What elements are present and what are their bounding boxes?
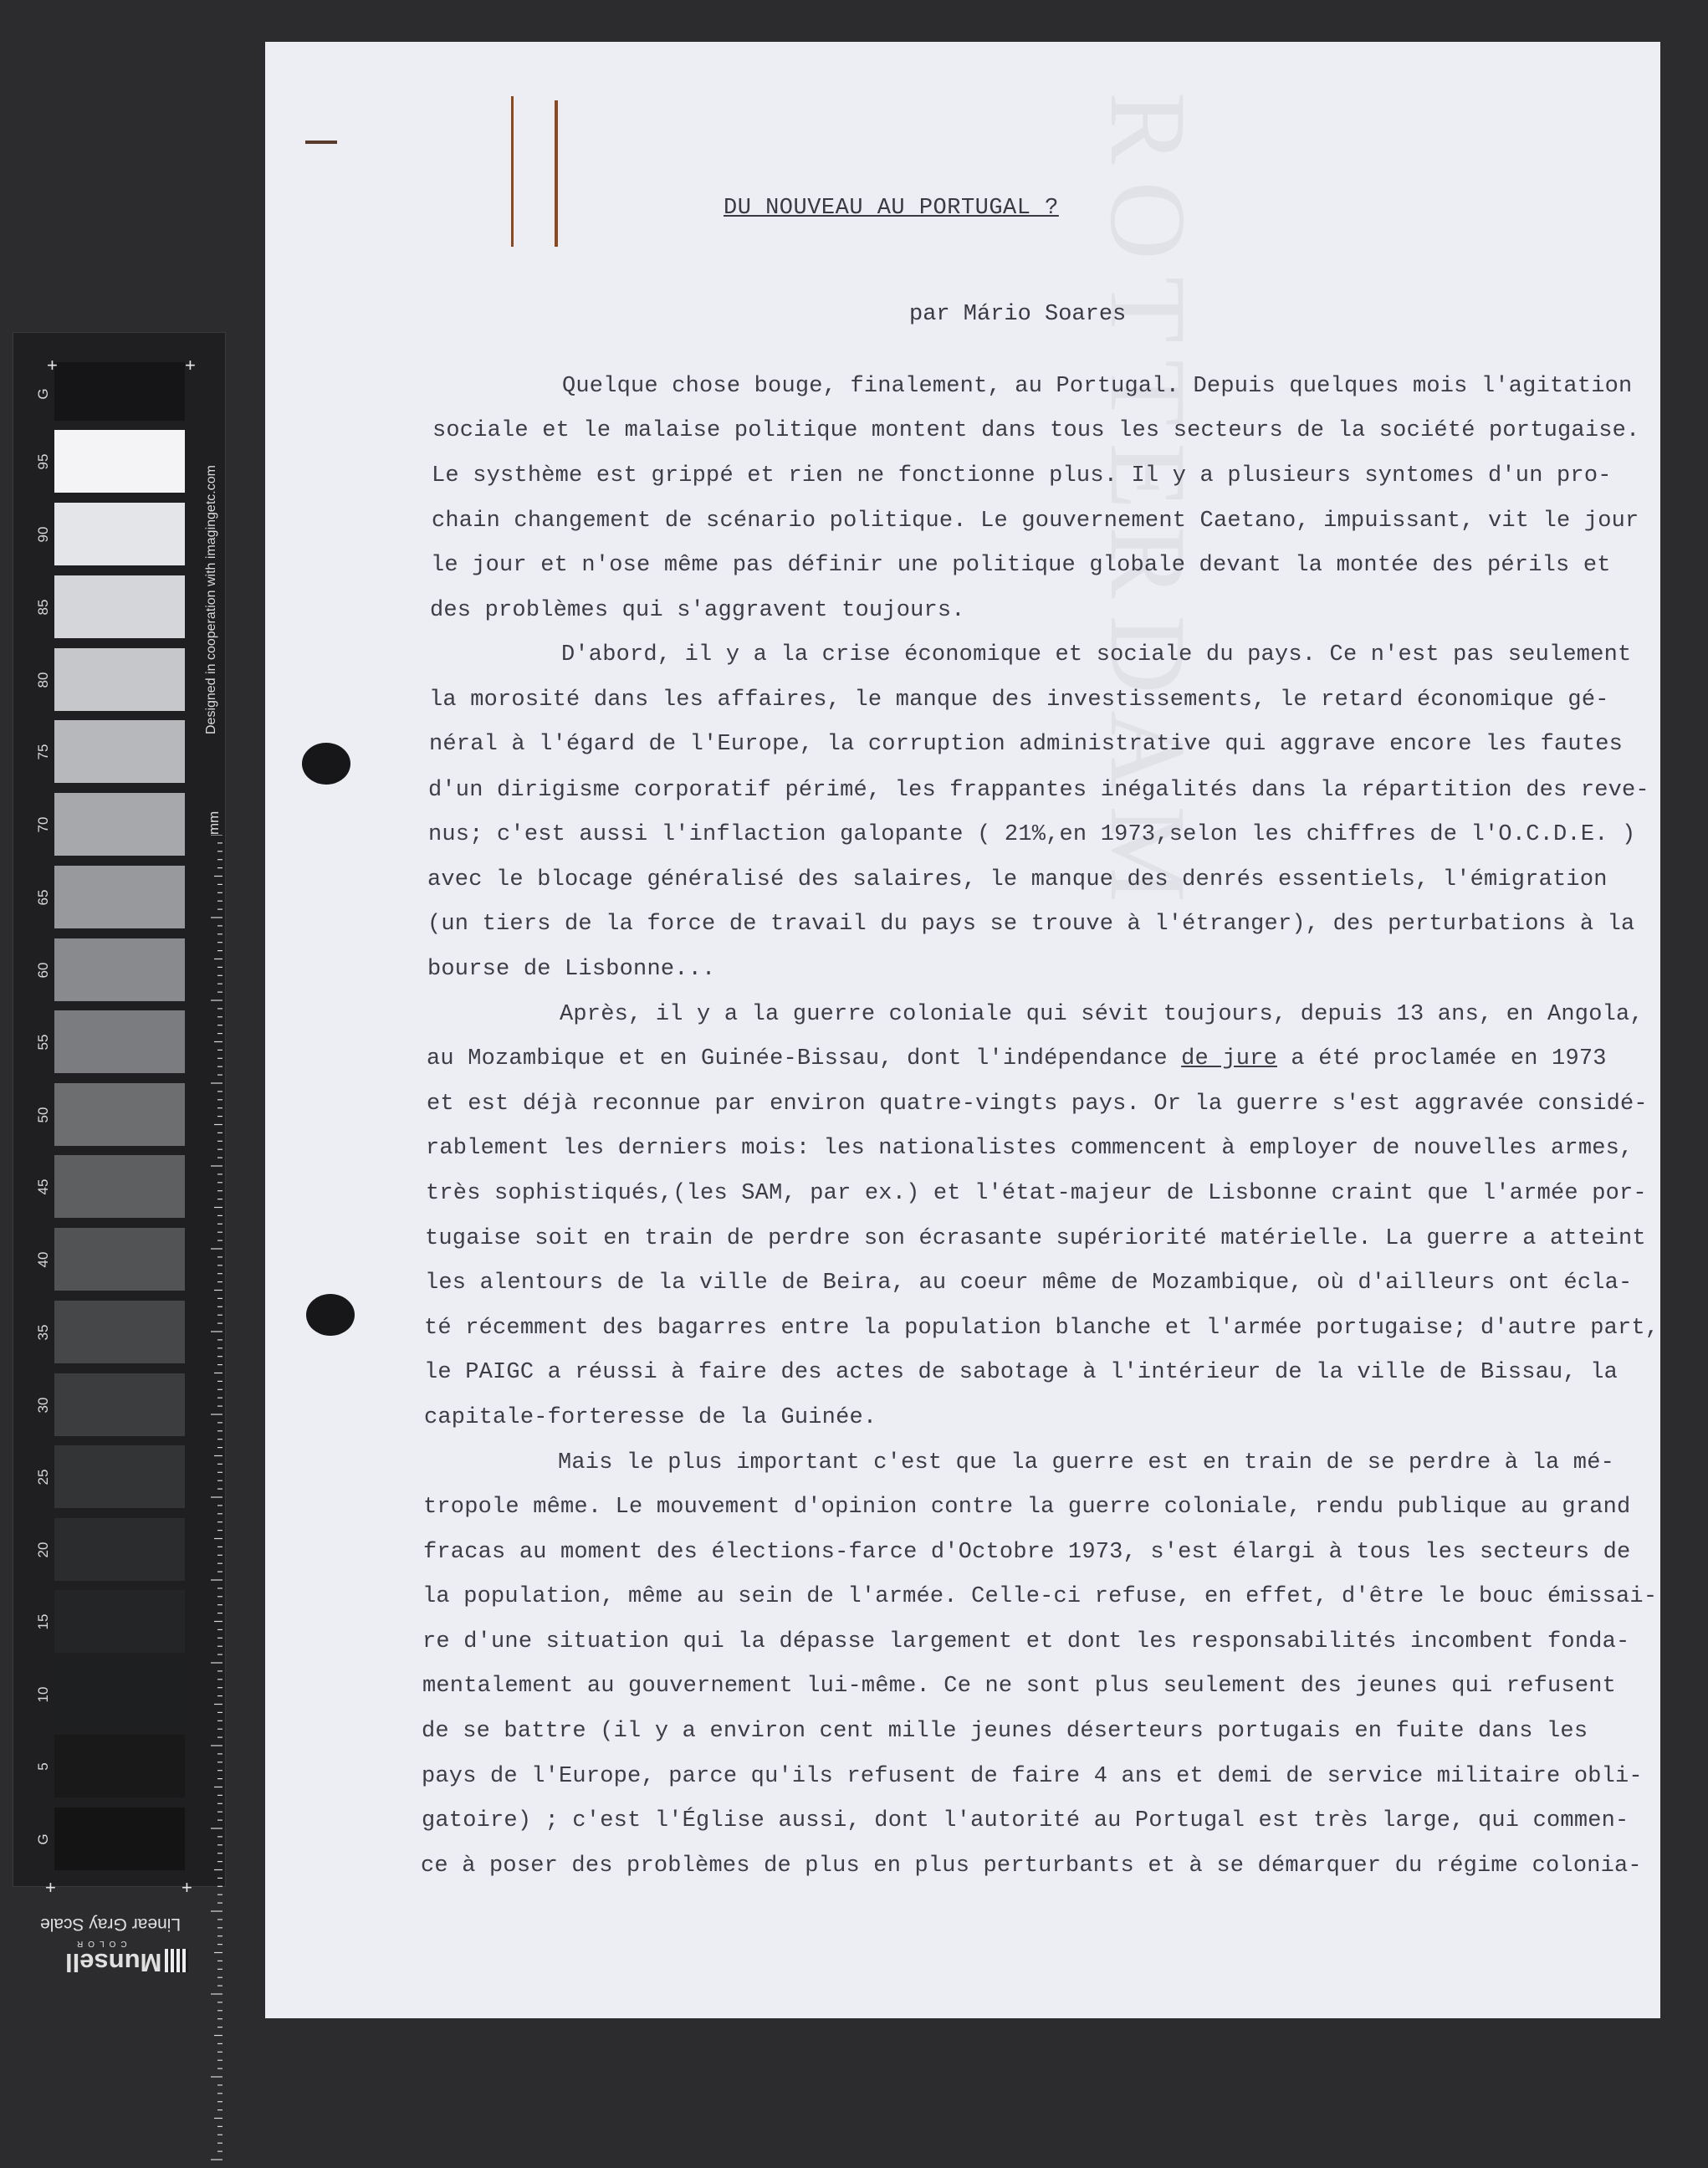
text-segment: la morosité dans les affaires, le manque des investissements, le retard économique gé-	[429, 688, 1609, 713]
text-line	[428, 778, 1649, 803]
gray-patch-label: 35	[35, 1324, 51, 1341]
rust-mark	[511, 96, 514, 247]
text-segment: ce à poser des problèmes de plus en plus perturbants et à se démarquer du régime colonia-	[421, 1854, 1642, 1879]
text-segment: a été proclamée en 1973	[1276, 1046, 1607, 1071]
typed-page	[265, 42, 1660, 2018]
text-segment: avec le blocage généralisé des salaires, le manque des denrés essentiels, l'émigration	[427, 867, 1608, 892]
gray-patch	[54, 1228, 185, 1291]
text-segment: au Mozambique et en Guinée-Bissau, dont l'indépendance	[427, 1046, 1182, 1071]
text-segment: sociale et le malaise politique montent dans tous les secteurs de la société portugaise.	[432, 418, 1640, 443]
gray-patch-label: 25	[35, 1469, 51, 1485]
gray-patch-label: G	[35, 1833, 51, 1845]
text-line	[424, 1360, 1618, 1385]
text-line	[432, 418, 1639, 443]
text-line	[424, 1405, 877, 1430]
text-segment: de se battre (il y a environ cent mille jeunes déserteurs portugais en fuite dans les	[422, 1719, 1588, 1744]
text-line	[427, 867, 1608, 892]
gray-patch	[54, 1590, 185, 1653]
text-segment: des problèmes qui s'aggravent toujours.	[430, 598, 965, 623]
gray-patch-label: G	[35, 388, 51, 400]
text-line	[424, 1316, 1659, 1341]
text-line	[427, 1092, 1648, 1117]
munsell-logo-icon	[165, 1949, 188, 1972]
gray-patch	[54, 1010, 185, 1073]
text-segment: Après, il y a la guerre coloniale qui sévit toujours, depuis 13 ans, en Angola,	[560, 1002, 1644, 1027]
gray-patch-label: 85	[35, 599, 51, 616]
text-segment: gatoire) ; c'est l'Église aussi, dont l'autorité au Portugal est très large, qui commen-	[422, 1808, 1629, 1833]
gray-patch-label: 80	[35, 672, 51, 688]
text-segment: capitale-forteresse de la Guinée.	[424, 1405, 877, 1430]
gray-patch	[54, 720, 185, 783]
rust-mark	[555, 100, 558, 247]
text-line	[429, 732, 1623, 757]
gray-patch-label: 70	[35, 816, 51, 833]
text-line	[422, 1719, 1588, 1744]
gray-patch-label: 95	[35, 453, 51, 470]
gray-patch	[54, 1373, 185, 1436]
mm-ruler	[211, 835, 222, 2168]
gray-patch	[54, 1445, 185, 1508]
text-segment: rablement les derniers mois: les nationalistes commencent à employer de nouvelles armes,	[426, 1136, 1634, 1161]
text-line	[432, 463, 1612, 488]
text-segment: tugaise soit en train de perdre son écrasante supériorité matérielle. La guerre a atteint	[425, 1226, 1646, 1251]
plus-mark: +	[185, 355, 196, 376]
bleed-through-text: ROTTERDAM	[1087, 92, 1208, 919]
text-line	[562, 374, 1632, 399]
text-line	[423, 1540, 1630, 1565]
gray-patch	[54, 575, 185, 638]
scale-unit: mm	[206, 810, 222, 835]
plus-mark: +	[45, 1877, 56, 1898]
scale-credit: Designed in cooperation with imagingetc.com	[204, 465, 218, 734]
text-segment: re d'une situation qui la dépasse largement et dont les responsabilités incombent fonda-	[422, 1629, 1630, 1654]
text-line	[431, 553, 1611, 578]
text-line	[560, 1002, 1644, 1027]
munsell-logo-text: Munsell	[65, 1948, 162, 1977]
gray-scale-card	[13, 332, 226, 1977]
text-segment: le PAIGC a réussi à faire des actes de sabotage à l'intérieur de la ville de Bissau, la	[424, 1360, 1619, 1385]
gray-patch	[54, 793, 185, 856]
gray-patch	[54, 1083, 185, 1146]
document-author: par Mário Soares	[909, 302, 1127, 327]
gray-patch	[54, 503, 185, 565]
gray-patch	[54, 648, 185, 711]
text-segment: tropole même. Le mouvement d'opinion contre la guerre coloniale, rendu publique au grand	[423, 1495, 1631, 1520]
text-line	[422, 1808, 1629, 1833]
plus-mark: +	[47, 355, 58, 376]
text-line	[426, 1136, 1633, 1161]
text-segment: d'un dirigisme corporatif périmé, les frappantes inégalités dans la répartition des reve-	[428, 778, 1649, 803]
gray-patch-label: 65	[35, 889, 51, 906]
text-segment: mentalement au gouvernement lui-même. Ce ne sont plus seulement des jeunes qui refusent	[422, 1674, 1617, 1699]
text-line	[558, 1450, 1614, 1475]
text-segment: Quelque chose bouge, finalement, au Portugal. Depuis quelques mois l'agitation	[562, 374, 1633, 399]
gray-patch-label: 30	[35, 1397, 51, 1414]
plus-mark: +	[182, 1877, 192, 1898]
text-segment: té récemment des bagarres entre la population blanche et l'armée portugaise; d'autre part,	[424, 1316, 1659, 1341]
gray-patch	[54, 866, 185, 928]
gray-patch	[54, 1663, 185, 1726]
gray-patch	[54, 1155, 185, 1218]
gray-patch-label: 45	[35, 1179, 51, 1195]
text-segment: Le systhème est grippé et rien ne fonctionne plus. Il y a plusieurs syntomes d'un pro-	[432, 463, 1612, 488]
text-segment: Mais le plus important c'est que la guerre est en train de se perdre à la mé-	[558, 1450, 1615, 1475]
gray-patch-label: 20	[35, 1542, 51, 1558]
text-line	[425, 1226, 1646, 1251]
text-segment: et est déjà reconnue par environ quatre-vingts pays. Or la guerre s'est aggravée considé-	[427, 1092, 1648, 1117]
gray-patch-label: 10	[35, 1686, 51, 1703]
gray-patch-label: 75	[35, 744, 51, 760]
text-line	[561, 642, 1631, 667]
gray-patch	[54, 938, 185, 1001]
text-line	[422, 1629, 1629, 1654]
text-segment: D'abord, il y a la crise économique et sociale du pays. Ce n'est pas seulement	[561, 642, 1632, 667]
emphasis-underline: de jure	[1181, 1046, 1277, 1071]
text-line	[422, 1764, 1643, 1789]
text-line	[421, 1854, 1642, 1879]
text-segment: fracas au moment des élections-farce d'Octobre 1973, s'est élargi à tous les secteurs de	[423, 1540, 1631, 1565]
text-segment: nus; c'est aussi l'inflaction galopante ( 21%,en 1973,selon les chiffres de l'O.C.D.E. )	[428, 822, 1636, 847]
gray-patch-label: 40	[35, 1251, 51, 1268]
punch-hole	[306, 1294, 355, 1336]
text-segment: chain changement de scénario politique. Le gouvernement Caetano, impuissant, vit le jour	[432, 509, 1639, 534]
text-line	[423, 1495, 1630, 1520]
gray-patch	[54, 362, 185, 421]
gray-patch-label: 5	[35, 1762, 51, 1771]
gray-patch	[54, 1735, 185, 1797]
text-line	[422, 1584, 1657, 1609]
gray-patch-label: 90	[35, 526, 51, 543]
scale-name: Linear Gray Scale	[40, 1915, 182, 1934]
gray-patch	[54, 1518, 185, 1581]
text-segment: très sophistiqués,(les SAM, par ex.) et l'état-majeur de Lisbonne craint que l'armée por-	[426, 1181, 1647, 1206]
text-line	[425, 1271, 1632, 1296]
punch-hole	[302, 743, 350, 785]
text-line	[429, 688, 1609, 713]
text-line	[427, 912, 1634, 937]
gray-patch-label: 60	[35, 962, 51, 979]
document-title: DU NOUVEAU AU PORTUGAL ?	[724, 196, 1059, 221]
text-segment: bourse de Lisbonne...	[427, 957, 716, 982]
text-line	[427, 957, 715, 982]
pen-mark	[305, 141, 337, 144]
gray-patch-label: 55	[35, 1034, 51, 1051]
text-segment: néral à l'égard de l'Europe, la corruption administrative qui aggrave encore les fautes	[429, 732, 1624, 757]
text-line	[427, 1046, 1607, 1071]
gray-patch	[54, 1301, 185, 1363]
gray-patch	[54, 430, 185, 493]
text-segment: la population, même au sein de l'armée. Celle-ci refuse, en effet, d'être le bouc émissai-	[422, 1584, 1658, 1609]
text-segment: les alentours de la ville de Beira, au coeur même de Mozambique, où d'ailleurs ont écla-	[425, 1271, 1633, 1296]
text-segment: (un tiers de la force de travail du pays se trouve à l'étranger), des perturbations à la	[427, 912, 1635, 937]
text-segment: pays de l'Europe, parce qu'ils refusent de faire 4 ans et demi de service militaire obli-	[422, 1764, 1643, 1789]
gray-patch	[54, 1808, 185, 1870]
text-segment: le jour et n'ose même pas définir une politique globale devant la montée des périls et	[431, 553, 1611, 578]
gray-patch-label: 15	[35, 1613, 51, 1630]
text-line	[422, 1674, 1616, 1699]
gray-patch-label: 50	[35, 1107, 51, 1123]
text-line	[428, 822, 1635, 847]
text-line	[432, 509, 1639, 534]
munsell-logo-subtext: COLOR	[72, 1939, 127, 1948]
text-line	[426, 1181, 1647, 1206]
text-line	[430, 598, 965, 623]
